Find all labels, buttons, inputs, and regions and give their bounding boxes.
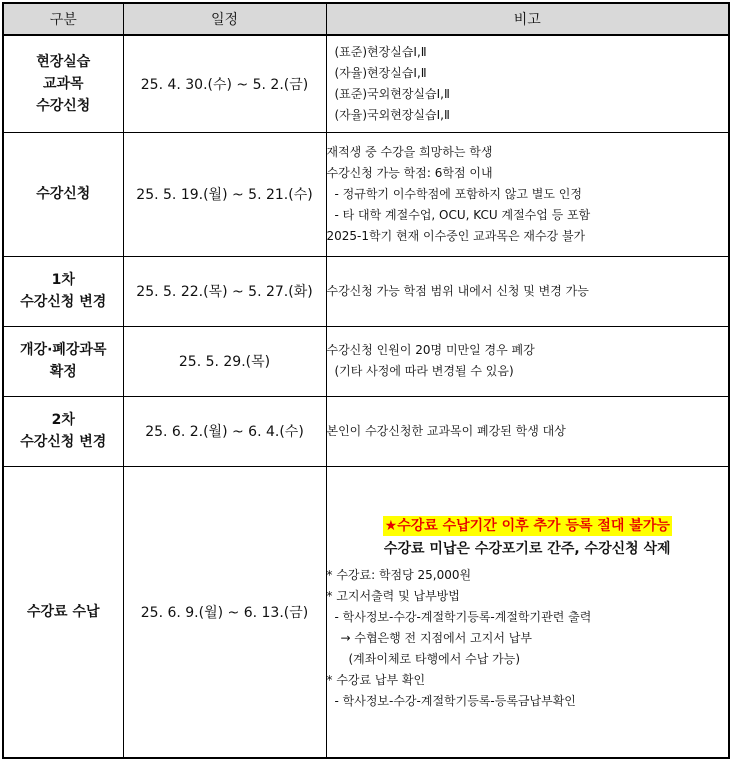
note-line: (자율)국외현장실습Ⅰ,Ⅱ xyxy=(334,107,450,122)
note-line: * 수강료 납부 확인 xyxy=(326,672,426,687)
table-row xyxy=(3,132,729,256)
category-line: 수강료 수납 xyxy=(27,603,100,620)
category-cell xyxy=(3,35,123,132)
note-line: * 수강료: 학점당 25,000원 xyxy=(326,567,472,582)
note-line: - 학사정보-수강-계절학기등록-등록금납부확인 xyxy=(334,693,576,708)
date-cell: 25. 4. 30.(수) ~ 5. 2.(금) xyxy=(123,35,326,132)
category-cell xyxy=(3,132,123,256)
star-icon: ★ xyxy=(384,517,398,534)
table-row xyxy=(3,326,729,396)
table-row xyxy=(3,466,729,758)
category-line: 수강신청 변경 xyxy=(20,294,107,310)
remarks-cell xyxy=(326,132,729,256)
header-category: 구분 xyxy=(3,3,123,35)
category-line: 확정 xyxy=(49,364,77,380)
warning-subtext: 수강료 미납은 수강포기로 간주, 수강신청 삭제 xyxy=(383,540,671,557)
note-line: - 타 대학 계절수업, OCU, KCU 계절수업 등 포함 xyxy=(334,207,591,222)
date-cell: 25. 5. 29.(목) xyxy=(123,326,326,396)
category-cell xyxy=(3,326,123,396)
note-line: (표준)현장실습Ⅰ,Ⅱ xyxy=(334,44,427,59)
note-line: 수강신청 가능 학점: 6학점 이내 xyxy=(326,165,493,180)
remarks-cell xyxy=(326,256,729,326)
remarks-cell xyxy=(326,35,729,132)
date-cell: 25. 6. 2.(월) ~ 6. 4.(수) xyxy=(123,396,326,466)
category-cell xyxy=(3,396,123,466)
table-row xyxy=(3,35,729,132)
table-row xyxy=(3,256,729,326)
category-line: 수강신청 xyxy=(36,186,91,202)
header-schedule: 일정 xyxy=(123,3,326,35)
category-line: 교과목 xyxy=(42,75,84,92)
remarks-cell xyxy=(326,466,729,758)
schedule-table xyxy=(2,2,730,759)
note-line: (기타 사정에 따라 변경될 수 있음) xyxy=(334,364,514,378)
category-line: 수강신청 xyxy=(36,97,91,114)
note-line: 재적생 중 수강을 희망하는 학생 xyxy=(326,144,493,159)
note-line: 본인이 수강신청한 교과목이 폐강된 학생 대상 xyxy=(326,423,566,438)
category-line: 개강·폐강과목 xyxy=(20,342,107,358)
note-line: 수강신청 인원이 20명 미만일 경우 폐강 xyxy=(326,343,535,357)
remarks-cell xyxy=(326,326,729,396)
category-line: 현장실습 xyxy=(36,53,91,70)
note-line: 수강신청 가능 학점 범위 내에서 신청 및 변경 가능 xyxy=(326,283,589,298)
category-cell xyxy=(3,256,123,326)
note-line: (계좌이체로 타행에서 수납 가능) xyxy=(348,651,521,666)
category-line: 수강신청 변경 xyxy=(20,434,107,450)
note-line: - 정규학기 이수학점에 포함하지 않고 별도 인정 xyxy=(334,186,582,201)
note-line: 2025-1학기 현재 이수중인 교과목은 재수강 불가 xyxy=(326,228,586,243)
note-line: (자율)현장실습Ⅰ,Ⅱ xyxy=(334,65,427,80)
note-line: → 수협은행 전 지점에서 고지서 납부 xyxy=(340,630,532,645)
category-line: 1차 xyxy=(51,272,75,288)
note-line: * 고지서출력 및 납부방법 xyxy=(326,588,460,603)
warning-banner xyxy=(383,516,672,536)
category-cell xyxy=(3,466,123,758)
warning-text: 수강료 수납기간 이후 추가 등록 절대 불가능 xyxy=(397,517,670,534)
header-row xyxy=(3,3,729,35)
category-line: 2차 xyxy=(51,412,75,428)
header-remarks: 비고 xyxy=(326,3,729,35)
warning-wrap xyxy=(327,516,729,537)
remarks-cell xyxy=(326,396,729,466)
date-cell: 25. 6. 9.(월) ~ 6. 13.(금) xyxy=(123,466,326,758)
date-cell: 25. 5. 22.(목) ~ 5. 27.(화) xyxy=(123,256,326,326)
table-row xyxy=(3,396,729,466)
date-cell: 25. 5. 19.(월) ~ 5. 21.(수) xyxy=(123,132,326,256)
note-line: - 학사정보-수강-계절학기등록-계절학기관련 출력 xyxy=(334,609,592,624)
note-line: (표준)국외현장실습Ⅰ,Ⅱ xyxy=(334,86,450,101)
